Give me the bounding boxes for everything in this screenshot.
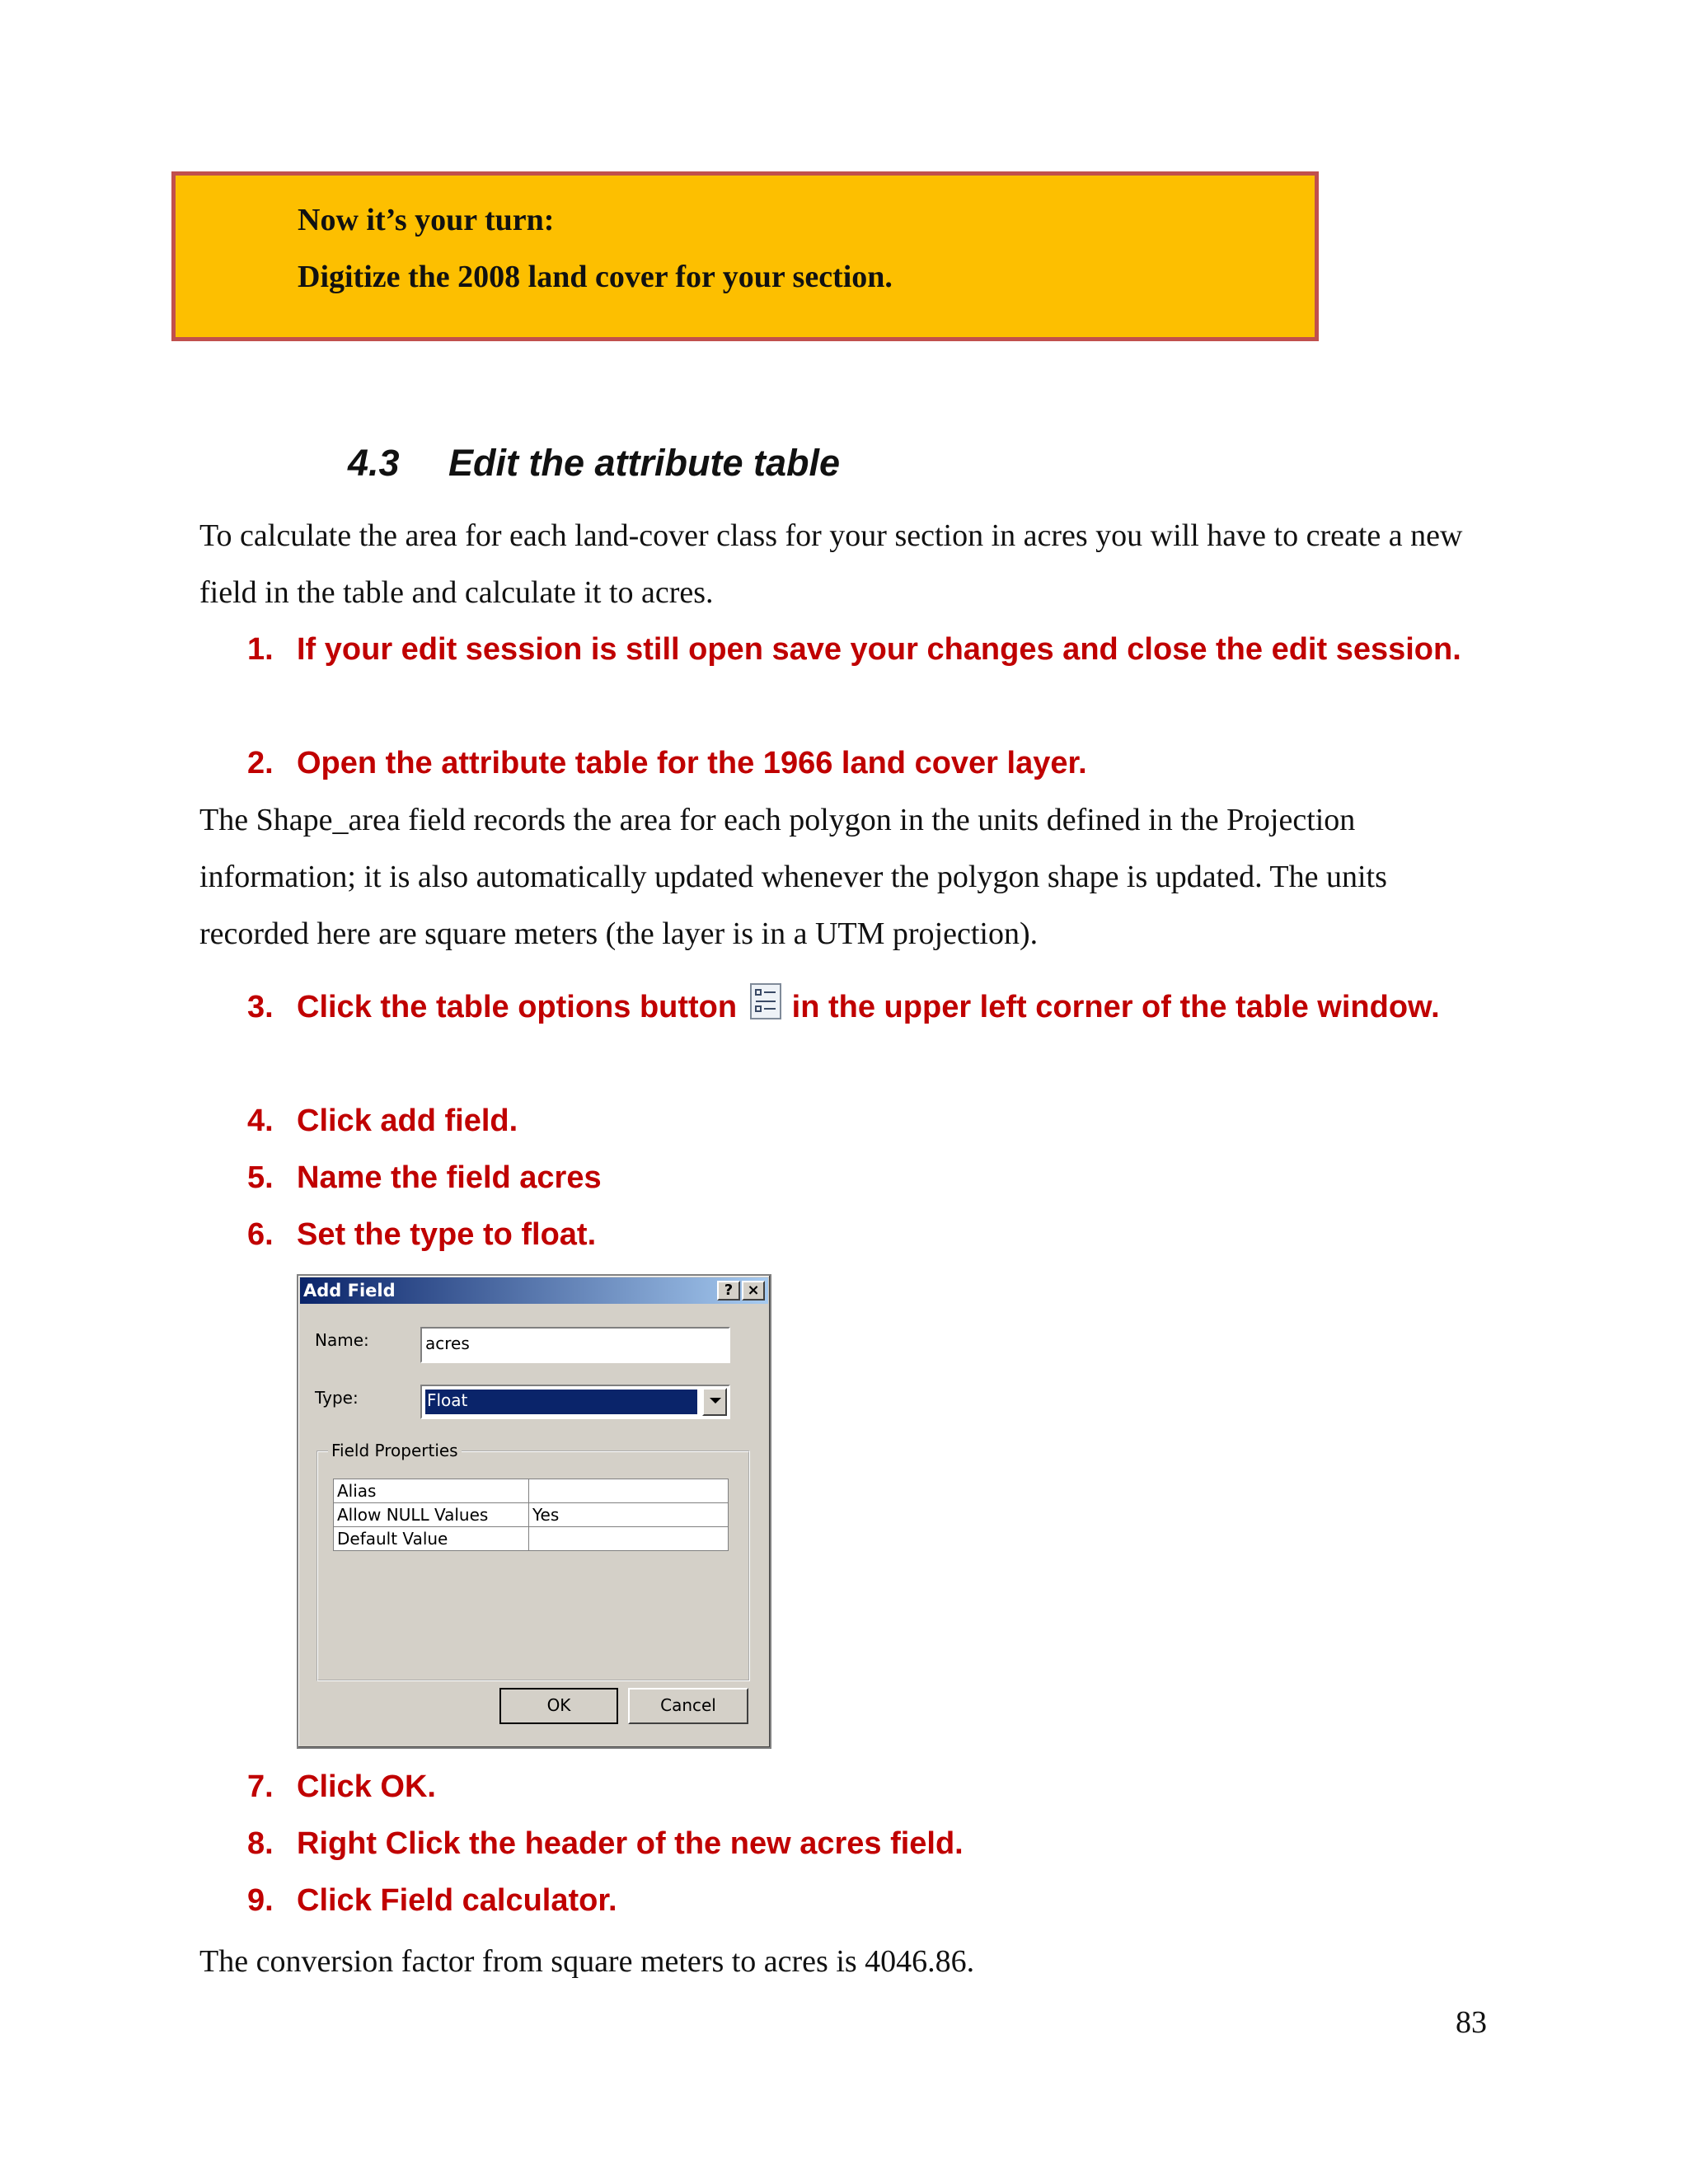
step-number: 7. (247, 1769, 274, 1804)
step-text: Click OK. (297, 1769, 436, 1804)
help-button[interactable]: ? (717, 1281, 740, 1301)
step-text: Set the type to float. (297, 1217, 597, 1252)
step-text-before-icon: Click the table options button (297, 990, 738, 1024)
property-value[interactable] (529, 1527, 729, 1551)
table-row[interactable] (334, 1527, 729, 1551)
step-text: Click add field. (297, 1104, 518, 1138)
type-select[interactable] (420, 1385, 730, 1419)
step-number: 5. (247, 1160, 274, 1195)
step-6 (247, 1207, 1484, 1263)
step-number: 6. (247, 1217, 274, 1252)
step-9 (247, 1872, 1484, 1929)
step-text: Open the attribute table for the 1966 land cover layer. (297, 746, 1087, 780)
page-number: 83 (1456, 2005, 1487, 2040)
callout-heading: Now it’s your turn: (298, 203, 555, 237)
step-3 (247, 979, 1484, 1036)
step-number: 1. (247, 632, 274, 667)
type-label: Type: (315, 1388, 359, 1408)
step-text: If your edit session is still open save your changes and close the edit session. (297, 632, 1461, 667)
step-text: Name the field acres (297, 1160, 602, 1195)
chevron-down-icon[interactable] (702, 1388, 727, 1416)
step-number: 9. (247, 1883, 274, 1918)
step-5 (247, 1150, 1484, 1207)
step-7 (247, 1759, 1484, 1816)
step-text-after-icon: in the upper left corner of the table window. (791, 990, 1440, 1024)
property-name: Allow NULL Values (334, 1503, 529, 1527)
field-properties-label: Field Properties (328, 1441, 462, 1460)
step-number: 4. (247, 1104, 274, 1138)
table-row[interactable] (334, 1479, 729, 1503)
step-8 (247, 1816, 1484, 1872)
section-title: Edit the attribute table (448, 442, 841, 484)
conversion-paragraph: The conversion factor from square meters to acres is 4046.86. (199, 1944, 975, 1979)
step-4 (247, 1093, 1484, 1150)
step-2 (247, 735, 1484, 792)
callout-instruction: Digitize the 2008 land cover for your section. (298, 260, 893, 294)
step-number: 3. (247, 990, 274, 1024)
section-heading (348, 442, 840, 485)
property-name: Default Value (334, 1527, 529, 1551)
section-number: 4.3 (348, 442, 400, 484)
ok-button[interactable]: OK (499, 1688, 618, 1724)
step-1 (247, 621, 1484, 678)
step-number: 2. (247, 746, 274, 780)
intro-paragraph: To calculate the area for each land-cover class for your section in acres you will have to create a new field in the table and calculate it to acres. (199, 518, 1463, 610)
close-button[interactable]: × (742, 1281, 765, 1301)
type-selected-value: Float (425, 1390, 697, 1414)
table-row[interactable] (334, 1503, 729, 1527)
field-properties-table (333, 1479, 729, 1551)
property-value[interactable]: Yes (529, 1503, 729, 1527)
name-label: Name: (315, 1330, 369, 1350)
dialog-title: Add Field (303, 1281, 396, 1301)
property-value[interactable] (529, 1479, 729, 1503)
step-text: Right Click the header of the new acres field. (297, 1826, 964, 1861)
add-field-dialog (297, 1274, 771, 1749)
dialog-titlebar[interactable] (300, 1277, 768, 1304)
cancel-button[interactable]: Cancel (628, 1688, 748, 1724)
step-number: 8. (247, 1826, 274, 1861)
shape-area-paragraph: The Shape_area field records the area for each polygon in the units defined in the Projection information; it is also automatically updated whenever the polygon shape is updated. The units recorded here are square meters (the layer is in a UTM projection). (199, 803, 1387, 951)
property-name: Alias (334, 1479, 529, 1503)
name-field[interactable]: acres (420, 1327, 730, 1363)
step-text: Click Field calculator. (297, 1883, 617, 1918)
your-turn-callout (171, 171, 1319, 341)
table-options-icon (749, 982, 782, 1020)
